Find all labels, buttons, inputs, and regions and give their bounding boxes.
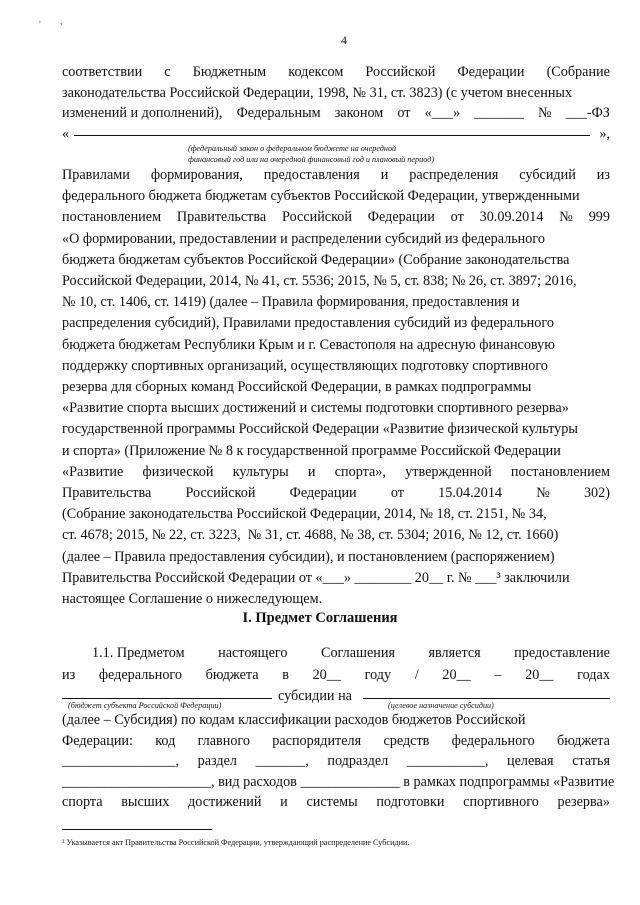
federal-law-blank (74, 135, 590, 136)
word: Правительства (176, 209, 267, 226)
word: спортивного (463, 794, 539, 810)
word: системы (306, 794, 358, 810)
word: федерального (98, 666, 182, 683)
text-line (62, 568, 610, 588)
word: распорядителя (272, 732, 362, 749)
word: субсидий (519, 167, 576, 183)
word: постановлением (62, 209, 162, 226)
text-line (62, 229, 610, 249)
word: Российской (365, 64, 436, 80)
word: ст. 4678; 2015, № 22, ст. 3223, № 31, ст. 4688, № 38, ст. 5304; 2016, № 12, ст. 1660) (62, 527, 559, 544)
word: 1.1. Предметом (92, 645, 185, 661)
word: культуры (232, 463, 289, 480)
text-line (62, 792, 610, 812)
text-line (62, 124, 610, 144)
word: Российской (282, 209, 352, 226)
text-line (62, 731, 610, 751)
text-line (62, 83, 610, 103)
word: в (282, 666, 289, 683)
word: федерального бюджета бюджетам субъектов Российской Федерации, утвержденными (62, 188, 580, 205)
word: целевая (506, 753, 554, 769)
word: от (450, 209, 464, 226)
word: 15.04.2014 (438, 485, 502, 501)
word: кодексом (288, 64, 344, 80)
text-line (62, 186, 610, 206)
text-line (62, 504, 610, 524)
word: и (307, 463, 316, 480)
word: Бюджетным (192, 64, 267, 80)
text-line (62, 483, 610, 503)
word: распределения (409, 167, 499, 183)
text-line (62, 271, 610, 291)
word: № (536, 485, 550, 501)
word: бюджета бюджетам Республики Крым и г. Севастополя на адресную финансовую (62, 336, 555, 353)
word: № (559, 209, 573, 226)
word: утвержденной (405, 463, 492, 480)
text-line (62, 589, 610, 609)
text-line (62, 165, 610, 185)
word: главного (197, 732, 250, 749)
footnote-separator (62, 829, 212, 830)
federal-law-note: (федеральный закон о федеральном бюджете на очередной (188, 144, 397, 153)
word: Федерации (289, 485, 357, 501)
text-line (62, 103, 610, 123)
word: », (599, 125, 610, 142)
word: федерального (451, 732, 535, 749)
word: ________________, (62, 753, 180, 769)
word: году (364, 666, 392, 683)
text-line (62, 751, 610, 771)
word: _______, (255, 753, 309, 769)
budget-subject-note: (бюджет субъекта Российской Федерации) (68, 701, 222, 710)
subsidy-purpose-blank (363, 698, 610, 699)
text-line (62, 62, 610, 82)
word: Российской (185, 485, 256, 501)
word: Федерации: (62, 732, 133, 749)
word: из (596, 167, 610, 183)
word: из (62, 666, 76, 683)
word: Правилами (62, 167, 130, 183)
word: статья (572, 753, 610, 769)
text-line (62, 441, 610, 461)
word: государственной программы Российской Федерации «Развитие физической культуры (62, 421, 578, 438)
word: изменений и дополнений), (62, 105, 223, 121)
word: 20__ (525, 666, 554, 683)
text-line (62, 710, 610, 730)
text-line (62, 207, 610, 227)
word: бюджета бюджетам субъектов Российской Федерации» (Собрание законодательства (62, 251, 570, 268)
word: № (537, 105, 552, 121)
word: настоящее Соглашение о нижеследующем. (62, 591, 323, 607)
word: / (414, 666, 419, 683)
federal-law-note: финансовый год или на очередной финансовый год и плановый период) (188, 155, 435, 164)
word: Правительства (62, 485, 152, 501)
budget-subject-blank (62, 698, 272, 699)
text-line (62, 772, 615, 792)
word: _______ (474, 105, 524, 121)
text-line (92, 643, 610, 663)
section-heading: I. Предмет Соглашения (242, 610, 398, 626)
word: поддержку спортивных организаций, осуществляющих подготовку спортивного (62, 357, 548, 374)
word: высших (121, 794, 170, 810)
text-line (62, 547, 610, 567)
word: законом (334, 105, 384, 121)
word: «О формировании, предоставлении и распределении субсидий из федерального (62, 230, 545, 247)
word: _____________________, вид расходов ______________ в рамках подпрограммы «Развитие (62, 773, 615, 790)
page-number: 4 (341, 33, 347, 47)
word: субсидии на (278, 688, 352, 704)
word: «Развитие спорта высших достижений и системы подготовки спортивного резерва» (62, 400, 569, 417)
word: раздел (197, 753, 237, 769)
text-line (62, 313, 610, 333)
text-line (62, 665, 610, 685)
word: – (494, 666, 502, 683)
word: (далее – Правила предоставления субсидии), и постановлением (распоряжением) (62, 548, 555, 565)
word: бюджета (557, 732, 610, 749)
footnote: ³ Указывается акт Правительства Российской Федерации, утверждающий распределение Субсидии. (62, 838, 410, 847)
word: Российской Федерации, 2014, № 41, ст. 5536; 2015, № 5, ст. 838; № 26, ст. 3897; 2016, (62, 273, 577, 289)
word: распределения субсидий), Правилами предоставления субсидий из федерального (62, 315, 554, 332)
word: 999 (588, 209, 610, 226)
word: (Собрание (546, 64, 610, 80)
word: резерва» (557, 794, 610, 810)
word: (далее – Субсидия) по кодам классификации расходов бюджетов Российской (62, 712, 526, 728)
word: 20__ (312, 666, 341, 683)
text-line (62, 250, 610, 270)
word: настоящего (218, 645, 288, 661)
word: 302) (583, 485, 610, 501)
word: Федерации (457, 64, 525, 80)
word: спорта (62, 794, 103, 810)
word: 20__ (442, 666, 471, 683)
text-line (62, 377, 610, 397)
text-line (62, 525, 610, 545)
word: подраздел (327, 753, 389, 769)
word: годах (577, 666, 610, 683)
scan-mark: , (60, 16, 63, 27)
word: законодательства Российской Федерации, 1998, № 31, ст. 3823) (с учетом внесенных (62, 84, 573, 101)
text-line (62, 356, 610, 376)
word: код (155, 732, 176, 749)
subsidy-purpose-note: (целевое назначение субсидии) (388, 701, 494, 710)
word: и (380, 167, 389, 183)
word: и (280, 794, 288, 810)
word: подготовки (376, 794, 445, 810)
word: постановлением (510, 463, 610, 480)
word: физической (142, 463, 214, 480)
word: формирования, (150, 167, 243, 183)
scan-mark: ' (39, 20, 41, 31)
text-line (62, 419, 610, 439)
word: средств (383, 732, 430, 749)
word: от (390, 485, 404, 501)
word: резерва для сборных команд Российской Федерации, в рамках подпрограммы (62, 379, 532, 395)
text-line (62, 335, 610, 355)
text-line (62, 398, 610, 418)
word: 30.09.2014 (479, 209, 544, 226)
text-line (62, 462, 610, 482)
word: бюджета (205, 666, 259, 683)
word: № 10, ст. 1406, ст. 1419) (далее – Правила формирования, предоставления и (62, 294, 520, 311)
word: от (397, 105, 411, 121)
word: ___________, (406, 753, 489, 769)
word: является (428, 645, 481, 661)
word: (Собрание законодательства Российской Федерации, 2014, № 18, ст. 2151, № 34, (62, 506, 547, 523)
word: Федерации (367, 209, 435, 226)
word: с (164, 64, 171, 80)
word: «___» (424, 105, 461, 121)
word: Федеральным (236, 105, 321, 121)
word: Соглашения (321, 645, 395, 661)
word: предоставление (514, 645, 610, 661)
word: «Развитие (62, 463, 124, 480)
word: и спорта» (Приложение № 8 к государственной программе Российской Федерации (62, 442, 561, 459)
word: предоставления (263, 167, 360, 183)
word: Правительства Российской Федерации от «___» ________ 20__ г. № ___³ заключили (62, 569, 570, 586)
word: соответствии (62, 64, 143, 80)
word: спорта», (334, 463, 386, 480)
word: ___-ФЗ (565, 105, 610, 121)
word: « (62, 125, 70, 142)
word: достижений (188, 794, 262, 810)
text-line (62, 292, 610, 312)
